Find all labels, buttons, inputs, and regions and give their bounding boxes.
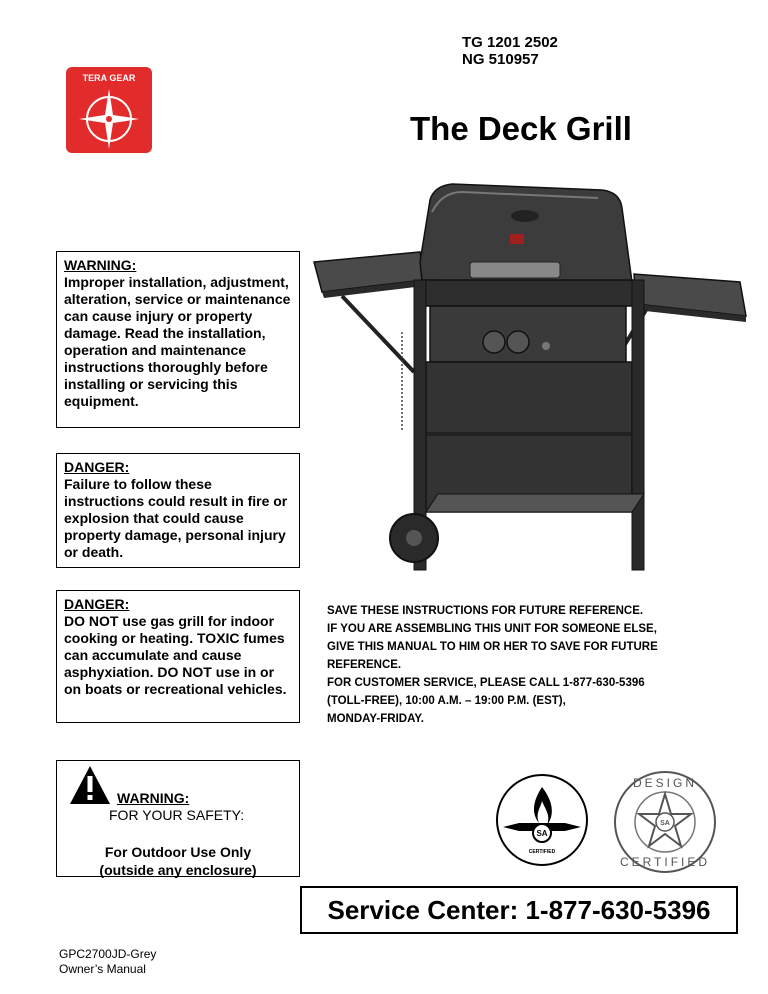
danger-body: Failure to follow these instructions could result in fire or explosion that could cause property damage, personal injury or death. [64,476,288,560]
service-center-banner: Service Center: 1-877-630-5396 [300,886,738,934]
certified-ring-text: CERTIFIED [619,855,711,869]
exclamation-triangle-icon [69,765,111,805]
instruction-line: GIVE THIS MANUAL TO HIM OR HER TO SAVE FOR FUTURE [327,641,658,653]
danger-heading: DANGER: [64,596,130,612]
save-instructions-text [327,602,737,728]
warning-box-installation [56,251,300,428]
design-text: DESIGN [632,776,698,790]
outdoor-use-text [57,843,299,879]
safety-subtitle: FOR YOUR SAFETY: [109,807,245,823]
model-number: GPC2700JD-Grey [59,947,157,961]
grill-illustration [302,182,754,594]
safety-warning-label: WARNING: [117,790,190,806]
logo-text: TERA GEAR [82,73,136,83]
safety-warning-box [56,760,300,877]
instruction-line: REFERENCE. [327,659,402,671]
footer [59,947,156,977]
design-certified-seal [613,770,717,874]
warning-body: Improper installation, adjustment, alteration, service or maintenance can cause injury or property damage. Read the installation, operation and maintenance instructions thoroughly before installing or servicing this equipment. [64,274,291,409]
page-title: The Deck Grill [410,110,632,147]
danger-body: DO NOT use gas grill for indoor cooking or heating. TOXIC fumes can accumulate and cause asphyxiation. DO NOT use in or on boats or recreational vehicles. [64,613,287,697]
instruction-line: (TOLL-FREE), 10:00 A.M. – 19:00 P.M. (EST), [327,695,566,707]
instruction-line: SAVE THESE INSTRUCTIONS FOR FUTURE REFERENCE. [327,605,644,617]
instruction-line: IF YOU ARE ASSEMBLING THIS UNIT FOR SOMEONE ELSE, [327,623,657,635]
model-code-ng: NG 510957 [462,51,539,68]
danger-box-indoor [56,590,300,723]
instruction-line: FOR CUSTOMER SERVICE, PLEASE CALL 1-877-630-5396 [327,677,645,689]
instruction-line: MONDAY-FRIDAY. [327,713,424,725]
danger-box-fire [56,453,300,568]
csa-seal-text: SA [536,829,548,838]
model-code-tg: TG 1201 2502 [462,34,558,51]
seal-monogram: SA [660,820,670,827]
outdoor-line-2: (outside any enclosure) [99,862,257,878]
warning-heading: WARNING: [64,257,137,273]
danger-heading: DANGER: [64,459,130,475]
tera-gear-logo [66,67,152,153]
certified-text: CERTIFIED [528,849,556,855]
model-codes [462,34,558,68]
csa-certified-seal [495,773,589,867]
outdoor-line-1: For Outdoor Use Only [104,844,252,860]
document-type: Owner’s Manual [59,962,146,976]
